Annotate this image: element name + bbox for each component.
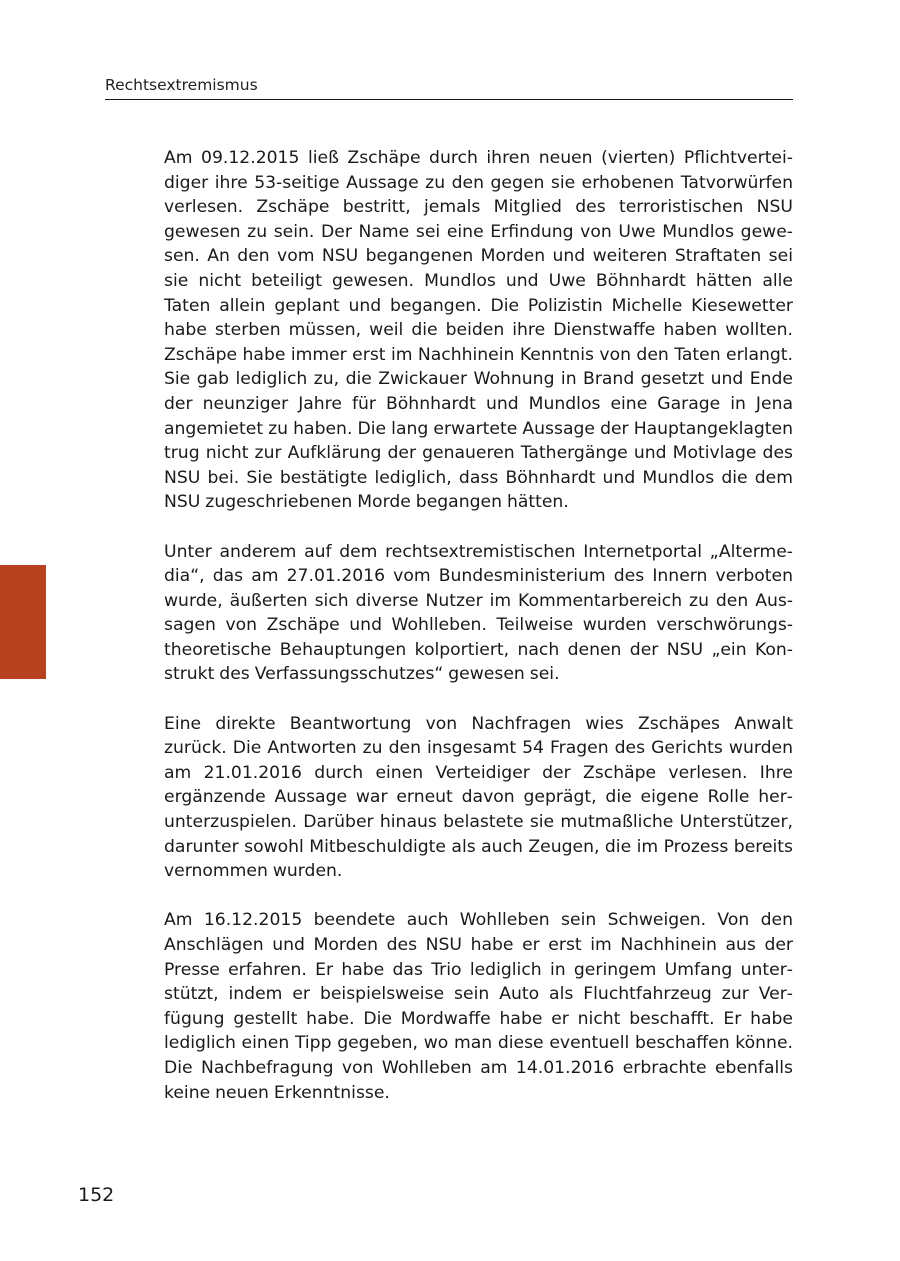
- paragraph-follow-up-questions: Eine direkte Beantwortung von Nachfragen wies Zschäpes Anwalt zurück. Die Antworten zu den insgesamt 54 Fragen des Gerichts wurden am 21.01.2016 durch einen Verteidiger der Zschäpe verlesen. Ihre ergänzende Aussage war erneut davon geprägt, die eigene Rolle herunterzuspielen. Darüber hinaus belastete sie mutmaßliche Unterstützer, darunter sowohl Mitbeschuldigte als auch Zeugen, die im Prozess bereits vernommen wurden.: [164, 713, 793, 882]
- paragraph-altermedia: Unter anderem auf dem rechtsextremistischen Internetportal „Altermedia“, das am 27.01.2016 vom Bundesministerium des Innern verboten wurde, äußerten sich diverse Nutzer im Kommentarbereich zu den Aussagen von Zschäpe und Wohlleben. Teilweise wurden verschwörungstheoretische Behauptungen kolportiert, nach denen der NSU „ein Konstrukt des Verfassungsschutzes“ gewesen sei.: [164, 541, 793, 685]
- body-text: [164, 146, 793, 1105]
- running-header: [105, 75, 793, 100]
- chapter-tab: [0, 565, 46, 679]
- paragraph-zschaepe-statement: Am 09.12.2015 ließ Zschäpe durch ihren neuen (vierten) Pflichtverteidiger ihre 53-seitige Aussage zu den gegen sie erhobenen Tatvorwürfen verlesen. Zschäpe bestritt, jemals Mitglied des terroristischen NSU gewesen zu sein. Der Name sei eine Erfindung von Uwe Mundlos gewesen. An den vom NSU begangenen Morden und weiteren Straftaten sei sie nicht beteiligt gewesen. Mundlos und Uwe Böhnhardt hätten alle Taten allein geplant und begangen. Die Polizistin Michelle Kiesewetter habe sterben müssen, weil die beiden ihre Dienstwaffe haben wollten. Zschäpe habe immer erst im Nachhinein Kenntnis von den Taten erlangt. Sie gab lediglich zu, die Zwickauer Wohnung in Brand gesetzt und Ende der neunziger Jahre für Böhnhardt und Mundlos eine Garage in Jena angemietet zu haben. Die lang erwartete Aussage der Hauptangeklagten trug nicht zur Aufklärung der genaueren Tathergänge und Motivlage des NSU bei. Sie bestätigte lediglich, dass Böhnhardt und Mundlos die dem NSU zugeschriebenen Morde begangen hätten.: [164, 148, 793, 513]
- page-number: 152: [78, 1184, 115, 1206]
- paragraph-wohlleben-statement: Am 16.12.2015 beendete auch Wohlleben sein Schweigen. Von den Anschlägen und Morden des NSU habe er erst im Nachhinein aus der Presse erfahren. Er habe das Trio lediglich in geringem Umfang unterstützt, indem er beispielsweise sein Auto als Fluchtfahrzeug zur Verfügung gestellt habe. Die Mordwaffe habe er nicht beschafft. Er habe lediglich einen Tipp gegeben, wo man diese eventuell beschaffen könne. Die Nachbefragung von Wohlleben am 14.01.2016 erbrachte ebenfalls keine neuen Erkenntnisse.: [164, 910, 793, 1103]
- running-title: Rechtsextremismus: [105, 76, 258, 94]
